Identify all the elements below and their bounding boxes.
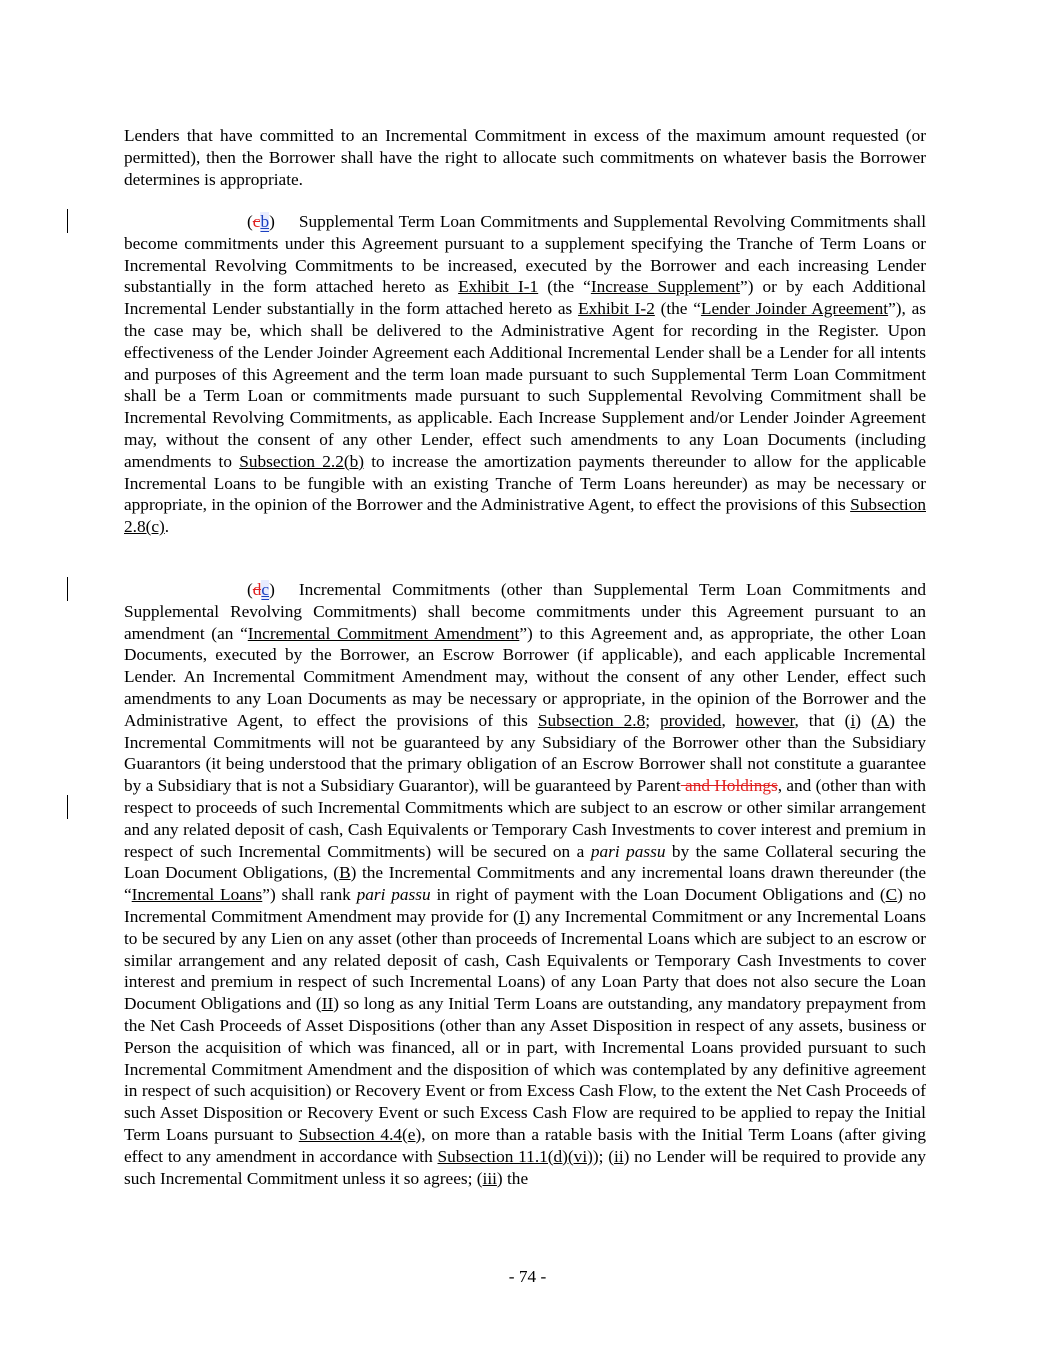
body-text: (the “	[538, 277, 591, 297]
clause-paren: )	[269, 580, 275, 599]
deleted-text: and Holdings	[680, 776, 778, 796]
inserted-text: c	[261, 580, 270, 599]
italic-term: pari passu	[590, 841, 666, 861]
revision-change-bar	[67, 209, 68, 233]
body-text: , that (	[794, 710, 851, 730]
body-text: ) (	[855, 710, 877, 730]
paragraph-continuation	[124, 125, 926, 190]
deleted-text: c	[252, 212, 261, 231]
body-text: ) no Incremental Commitment Amendment may provide for (	[124, 885, 927, 926]
body-text: (	[402, 1124, 408, 1144]
body-text: ), on more than a ratable basis with the Initial Term Loans (after giving effect to any amendment in accordance with	[124, 1124, 926, 1166]
subsection-reference: Subsection 2.2(b)	[239, 451, 365, 471]
inserted-text: b	[260, 212, 270, 231]
body-text: ”) or by each Additional Incremental Lender substantially in the form attached hereto as	[124, 277, 927, 319]
clause-paren: )	[269, 212, 275, 231]
body-text: , and (other than with respect to proceeds of such Incremental Commitments which are subject to an escrow or other similar arrangement and any related deposit of cash, Cash Equivalents or Temporary Cash Investments to cover interest and premium in respect of such Incremental Commitments) will be secured on a	[124, 776, 926, 861]
body-text: ”) to this Agreement and, as appropriate, the other Loan Documents, executed by the Borrower, an Escrow Borrower (if applicable), and each applicable Incremental Lender. An Incremental Commitment Amendment may, without the consent of any other Lender, effect such amendments to any Loan Documents as may be necessary or appropriate, in the opinion of the Borrower and the Administrative Agent, to effect the provisions of this	[124, 623, 927, 730]
defined-term-incremental-commitment-amendment: Incremental Commitment Amendment	[247, 623, 520, 643]
body-text: to increase the amortization payments thereunder to allow for the applicable Incremental Loans to be fungible with an existing Tranche of Term Loans hereunder) as may be necessary or appropriate, in the opinion of the Borrower and the Administrative Agent, to effect the provisions of this	[124, 451, 926, 515]
clause-label: ii	[614, 1146, 624, 1166]
clause-label: iii	[482, 1168, 497, 1188]
defined-term-lender-joinder-agreement: Lender Joinder Agreement	[700, 299, 889, 319]
body-text: ) the Incremental Commitments and any incremental loans drawn thereunder (the “	[124, 863, 926, 905]
paragraph-subsection-b	[124, 211, 926, 538]
body-text: ”) shall rank	[262, 885, 357, 905]
clause-label: A	[876, 710, 890, 730]
paragraph-subsection-c	[124, 579, 926, 1189]
clause-paren: (	[247, 580, 253, 599]
deleted-text: d	[252, 580, 262, 599]
body-text: .	[164, 517, 170, 537]
defined-term-increase-supplement: Increase Supplement	[590, 277, 741, 297]
clause-label: e	[407, 1124, 416, 1144]
defined-term-incremental-loans: Incremental Loans	[131, 885, 263, 905]
exhibit-i1-reference: Exhibit I-1	[458, 277, 539, 297]
body-text: in right of payment with the Loan Document Obligations and (	[430, 885, 886, 905]
body-text: ) any Incremental Commitment or any Incremental Loans to be secured by any Lien on any asset (other than proceeds of Incremental Loans which are subject to an escrow or similar arrangement and any related deposit of cash, Cash Equivalents or Temporary Cash Investments to cover interest and premium in respect of such Incremental Loans) of any Loan Party that does not also secure the Loan Document Obligations and (	[124, 906, 926, 1014]
body-text: ) no Lender will be required to provide any such Incremental Commitment unless it so agrees; (	[124, 1146, 926, 1188]
clause-label: C	[885, 885, 898, 905]
term-however: however	[735, 710, 795, 730]
body-text: ”), as the case may be, which shall be delivered to the Administrative Agent for recording in the Register. Upon effectiveness of the Lender Joinder Agreement each Additional Incremental Lender shall be a Lender for all intents and purposes of this Agreement and the term loan made pursuant to such Supplemental Term Loan Commitment shall be a Term Loan or commitments made pursuant to such Supplemental Revolving Commitment shall be Incremental Revolving Commitments, as applicable. Each Increase Supplement and/or Lender Joinder Agreement may, without the consent of any other Lender, effect such amendments to any Loan Documents (including amendments to	[124, 299, 927, 471]
subsection-reference: Subsection 2.8(c)	[124, 495, 926, 537]
body-text: ) the	[496, 1168, 529, 1188]
body-text: ) the Incremental Commitments will not be guaranteed by any Subsidiary of the Borrower other than the Subsidiary Guarantors (it being understood that the primary obligation of an Escrow Borrower shall not constitute a guarantee by a Subsidiary that is not a Subsidiary Guarantor), will be guaranteed by Parent	[124, 710, 927, 796]
revision-change-bar	[67, 795, 68, 819]
body-text: Incremental Commitments (other than Supplemental Term Loan Commitments and Supplemental Revolving Commitments) shall become commitments under this Agreement pursuant to an amendment (an “	[124, 580, 926, 643]
clause-label: B	[339, 863, 351, 883]
italic-term: pari passu	[356, 885, 431, 905]
clause-label: i	[850, 710, 856, 730]
body-text: ;	[645, 710, 660, 730]
body-text: ); (	[592, 1146, 615, 1166]
clause-label: I	[518, 906, 525, 926]
exhibit-i2-reference: Exhibit I-2	[578, 299, 655, 319]
revision-change-bar	[67, 577, 68, 601]
paragraph-text: Lenders that have committed to an Incremental Commitment in excess of the maximum amount requested (or permitted), then the Borrower shall have the right to allocate such commitments on whatever basis the Borrower determines is appropriate.	[124, 126, 926, 189]
page-number: - 74 -	[508, 1267, 547, 1286]
subsection-reference: Subsection 11.1(d)(vi)	[437, 1146, 593, 1166]
subsection-reference: Subsection 4.4	[298, 1124, 403, 1144]
clause-label: II	[321, 994, 334, 1014]
subsection-reference: Subsection 2.8	[537, 710, 646, 730]
clause-paren: (	[247, 212, 253, 231]
body-text: Supplemental Term Loan Commitments and Supplemental Revolving Commitments shall become commitments under this Agreement pursuant to a supplement specifying the Tranche of Term Loans or Incremental Revolving Commitments to be increased, executed by the Borrower and each increasing Lender substantially in the form attached hereto as	[124, 212, 926, 297]
body-text: ,	[721, 710, 736, 730]
term-provided: provided	[660, 710, 722, 730]
body-text: ) so long as any Initial Term Loans are outstanding, any mandatory prepayment from the Net Cash Proceeds of Asset Dispositions (other than any Asset Disposition in respect of any assets, business or Person the acquisition of which was financed, all or in part, with Incremental Loans provided pursuant to such Incremental Commitment Amendment and the disposition of which was contemplated by any definitive agreement in respect of such acquisition) or Recovery Event or from Excess Cash Flow, to the extent the Net Cash Proceeds of such Asset Disposition or Recovery Event or such Excess Cash Flow are required to be applied to repay the Initial Term Loans pursuant to	[124, 994, 927, 1144]
body-text: by the same Collateral securing the Loan Document Obligations, (	[124, 841, 926, 883]
body-text: (the “	[654, 299, 701, 319]
